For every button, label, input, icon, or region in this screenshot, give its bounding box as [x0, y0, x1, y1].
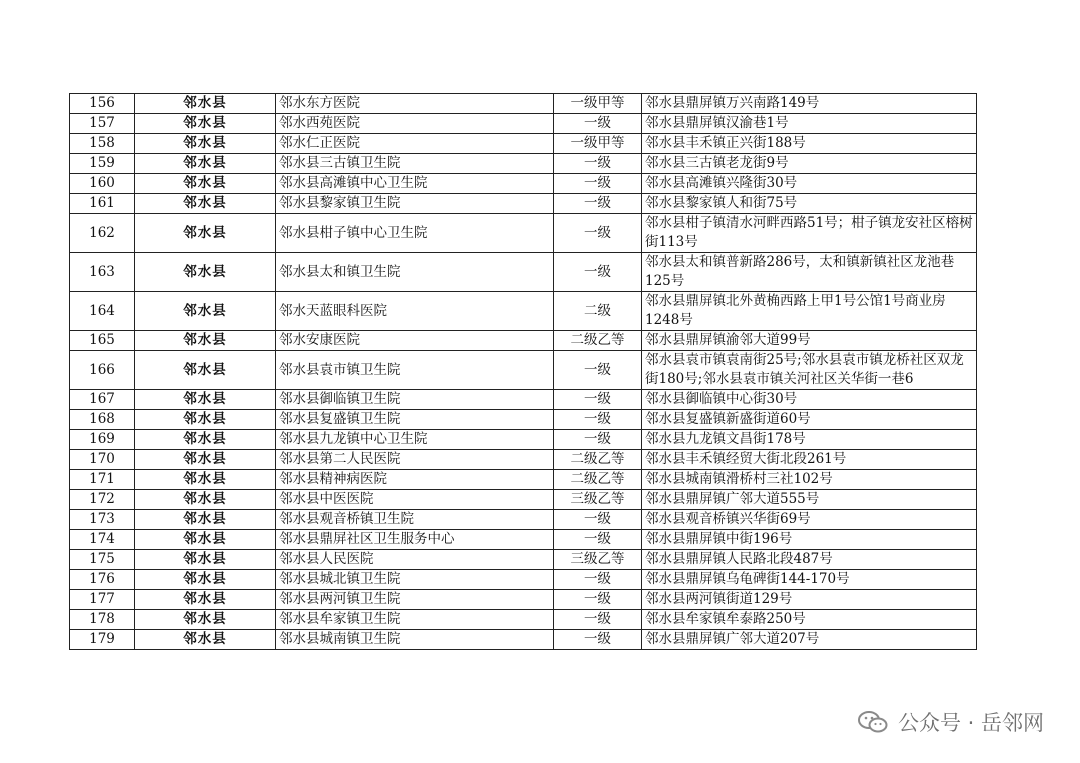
table-row	[70, 430, 977, 450]
address-cell: 邻水县牟家镇牟泰路250号	[642, 610, 977, 630]
hospital-level-cell: 一级	[554, 610, 642, 630]
table-row	[70, 174, 977, 194]
hospital-level-cell: 三级乙等	[554, 490, 642, 510]
hospital-name-cell: 邻水县第二人民医院	[276, 450, 554, 470]
row-number-cell: 156	[70, 94, 135, 114]
address-cell: 邻水县黎家镇人和街75号	[642, 194, 977, 214]
address-cell: 邻水县柑子镇清水河畔西路51号；柑子镇龙安社区榕树街113号	[642, 214, 977, 253]
table-row	[70, 253, 977, 292]
hospital-level-cell: 一级	[554, 590, 642, 610]
hospital-level-cell: 一级	[554, 630, 642, 650]
row-number-cell: 171	[70, 470, 135, 490]
county-cell: 邻水县	[135, 214, 276, 253]
row-number-cell: 164	[70, 292, 135, 331]
hospital-level-cell: 一级	[554, 194, 642, 214]
row-number-cell: 161	[70, 194, 135, 214]
address-cell: 邻水县两河镇街道129号	[642, 590, 977, 610]
hospital-name-cell: 邻水县复盛镇卫生院	[276, 410, 554, 430]
hospital-name-cell: 邻水县三古镇卫生院	[276, 154, 554, 174]
row-number-cell: 177	[70, 590, 135, 610]
county-cell: 邻水县	[135, 590, 276, 610]
address-cell: 邻水县鼎屏镇人民路北段487号	[642, 550, 977, 570]
hospital-level-cell: 二级乙等	[554, 450, 642, 470]
table-row	[70, 331, 977, 351]
hospital-level-cell: 一级	[554, 390, 642, 410]
hospital-level-cell: 二级乙等	[554, 331, 642, 351]
row-number-cell: 176	[70, 570, 135, 590]
table-row	[70, 390, 977, 410]
county-cell: 邻水县	[135, 530, 276, 550]
county-cell: 邻水县	[135, 174, 276, 194]
address-cell: 邻水县袁市镇袁南街25号;邻水县袁市镇龙桥社区双龙街180号;邻水县袁市镇关河社区关华街一巷6	[642, 351, 977, 390]
hospital-level-cell: 一级	[554, 154, 642, 174]
hospital-level-cell: 一级	[554, 430, 642, 450]
watermark-text: 公众号 · 岳邻网	[897, 711, 1044, 735]
hospital-name-cell: 邻水天蓝眼科医院	[276, 292, 554, 331]
table-row	[70, 410, 977, 430]
table-row	[70, 351, 977, 390]
county-cell: 邻水县	[135, 253, 276, 292]
hospital-name-cell: 邻水县城南镇卫生院	[276, 630, 554, 650]
hospital-name-cell: 邻水县御临镇卫生院	[276, 390, 554, 410]
hospital-name-cell: 邻水东方医院	[276, 94, 554, 114]
county-cell: 邻水县	[135, 410, 276, 430]
table-row	[70, 292, 977, 331]
row-number-cell: 162	[70, 214, 135, 253]
county-cell: 邻水县	[135, 430, 276, 450]
row-number-cell: 160	[70, 174, 135, 194]
hospital-name-cell: 邻水县柑子镇中心卫生院	[276, 214, 554, 253]
county-cell: 邻水县	[135, 154, 276, 174]
address-cell: 邻水县鼎屏镇中街196号	[642, 530, 977, 550]
county-cell: 邻水县	[135, 490, 276, 510]
row-number-cell: 179	[70, 630, 135, 650]
address-cell: 邻水县城南镇滑桥村三社102号	[642, 470, 977, 490]
county-cell: 邻水县	[135, 94, 276, 114]
table-row	[70, 450, 977, 470]
address-cell: 邻水县御临镇中心街30号	[642, 390, 977, 410]
table-row	[70, 630, 977, 650]
address-cell: 邻水县鼎屏镇汉渝巷1号	[642, 114, 977, 134]
row-number-cell: 178	[70, 610, 135, 630]
county-cell: 邻水县	[135, 630, 276, 650]
hospital-name-cell: 邻水安康医院	[276, 331, 554, 351]
table-row	[70, 194, 977, 214]
address-cell: 邻水县观音桥镇兴华街69号	[642, 510, 977, 530]
wechat-icon	[858, 711, 888, 733]
hospital-name-cell: 邻水县太和镇卫生院	[276, 253, 554, 292]
hospital-level-cell: 一级	[554, 351, 642, 390]
hospital-level-cell: 一级	[554, 214, 642, 253]
county-cell: 邻水县	[135, 610, 276, 630]
address-cell: 邻水县丰禾镇经贸大街北段261号	[642, 450, 977, 470]
table-row	[70, 134, 977, 154]
address-cell: 邻水县三古镇老龙街9号	[642, 154, 977, 174]
hospital-name-cell: 邻水县九龙镇中心卫生院	[276, 430, 554, 450]
address-cell: 邻水县太和镇普新路286号，太和镇新镇社区龙池巷125号	[642, 253, 977, 292]
hospital-level-cell: 一级甲等	[554, 134, 642, 154]
row-number-cell: 166	[70, 351, 135, 390]
hospital-level-cell: 一级	[554, 253, 642, 292]
hospital-name-cell: 邻水县鼎屏社区卫生服务中心	[276, 530, 554, 550]
table-row	[70, 470, 977, 490]
address-cell: 邻水县鼎屏镇广邻大道207号	[642, 630, 977, 650]
row-number-cell: 157	[70, 114, 135, 134]
hospital-name-cell: 邻水县牟家镇卫生院	[276, 610, 554, 630]
table-row	[70, 490, 977, 510]
table-row	[70, 590, 977, 610]
hospital-name-cell: 邻水县精神病医院	[276, 470, 554, 490]
table-row	[70, 510, 977, 530]
row-number-cell: 168	[70, 410, 135, 430]
county-cell: 邻水县	[135, 470, 276, 490]
hospital-name-cell: 邻水县观音桥镇卫生院	[276, 510, 554, 530]
row-number-cell: 165	[70, 331, 135, 351]
hospital-name-cell: 邻水县城北镇卫生院	[276, 570, 554, 590]
address-cell: 邻水县丰禾镇正兴街188号	[642, 134, 977, 154]
hospital-level-cell: 一级	[554, 174, 642, 194]
row-number-cell: 173	[70, 510, 135, 530]
hospital-level-cell: 一级甲等	[554, 94, 642, 114]
row-number-cell: 172	[70, 490, 135, 510]
county-cell: 邻水县	[135, 331, 276, 351]
row-number-cell: 169	[70, 430, 135, 450]
row-number-cell: 163	[70, 253, 135, 292]
row-number-cell: 167	[70, 390, 135, 410]
hospital-level-cell: 二级乙等	[554, 470, 642, 490]
table-row	[70, 530, 977, 550]
row-number-cell: 158	[70, 134, 135, 154]
address-cell: 邻水县鼎屏镇乌龟碑街144-170号	[642, 570, 977, 590]
address-cell: 邻水县鼎屏镇万兴南路149号	[642, 94, 977, 114]
hospital-name-cell: 邻水县高滩镇中心卫生院	[276, 174, 554, 194]
hospital-level-cell: 二级	[554, 292, 642, 331]
county-cell: 邻水县	[135, 351, 276, 390]
hospital-table	[69, 93, 977, 650]
hospital-level-cell: 一级	[554, 530, 642, 550]
county-cell: 邻水县	[135, 550, 276, 570]
county-cell: 邻水县	[135, 292, 276, 331]
table-row	[70, 94, 977, 114]
county-cell: 邻水县	[135, 194, 276, 214]
table-row	[70, 610, 977, 630]
table-row	[70, 550, 977, 570]
hospital-name-cell: 邻水县袁市镇卫生院	[276, 351, 554, 390]
table-row	[70, 214, 977, 253]
table-row	[70, 114, 977, 134]
county-cell: 邻水县	[135, 114, 276, 134]
table-row	[70, 570, 977, 590]
hospital-level-cell: 一级	[554, 114, 642, 134]
county-cell: 邻水县	[135, 390, 276, 410]
hospital-name-cell: 邻水县人民医院	[276, 550, 554, 570]
table-row	[70, 154, 977, 174]
hospital-level-cell: 一级	[554, 410, 642, 430]
county-cell: 邻水县	[135, 570, 276, 590]
address-cell: 邻水县复盛镇新盛街道60号	[642, 410, 977, 430]
address-cell: 邻水县鼎屏镇广邻大道555号	[642, 490, 977, 510]
address-cell: 邻水县高滩镇兴隆街30号	[642, 174, 977, 194]
watermark	[858, 707, 1044, 737]
hospital-name-cell: 邻水仁正医院	[276, 134, 554, 154]
row-number-cell: 159	[70, 154, 135, 174]
row-number-cell: 174	[70, 530, 135, 550]
hospital-name-cell: 邻水县两河镇卫生院	[276, 590, 554, 610]
county-cell: 邻水县	[135, 510, 276, 530]
county-cell: 邻水县	[135, 450, 276, 470]
hospital-level-cell: 一级	[554, 570, 642, 590]
hospital-name-cell: 邻水县黎家镇卫生院	[276, 194, 554, 214]
hospital-name-cell: 邻水西苑医院	[276, 114, 554, 134]
county-cell: 邻水县	[135, 134, 276, 154]
hospital-table-body	[70, 94, 977, 650]
hospital-name-cell: 邻水县中医医院	[276, 490, 554, 510]
hospital-level-cell: 三级乙等	[554, 550, 642, 570]
address-cell: 邻水县鼎屏镇渝邻大道99号	[642, 331, 977, 351]
address-cell: 邻水县鼎屏镇北外黄桷西路上甲1号公馆1号商业房1248号	[642, 292, 977, 331]
hospital-level-cell: 一级	[554, 510, 642, 530]
address-cell: 邻水县九龙镇文昌街178号	[642, 430, 977, 450]
row-number-cell: 175	[70, 550, 135, 570]
row-number-cell: 170	[70, 450, 135, 470]
